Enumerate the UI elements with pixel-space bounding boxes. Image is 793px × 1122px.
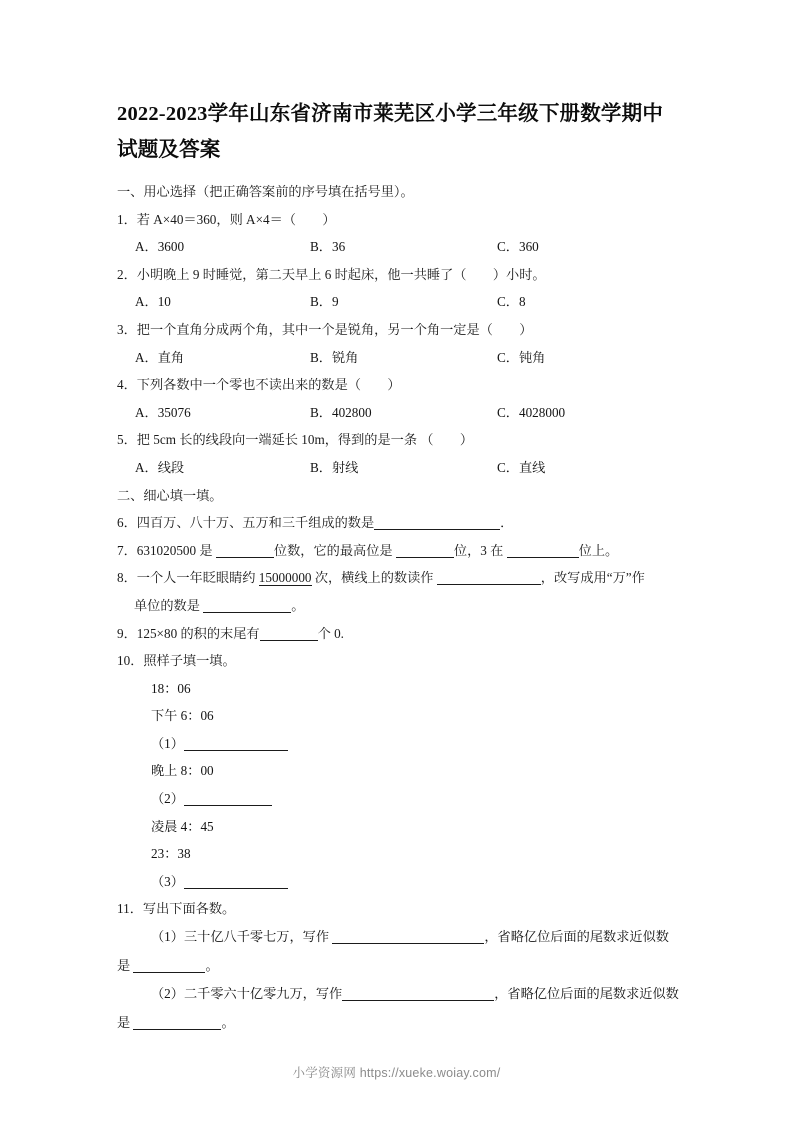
question-11-part-2-line-1 xyxy=(117,980,679,1009)
question-1-option-c[interactable]: C．360 xyxy=(497,239,539,255)
question-7-text-d: 位上。 xyxy=(578,542,619,558)
question-9-text-a: 9．125×80 的积的末尾有 xyxy=(117,625,260,641)
question-1-option-b[interactable]: B．36 xyxy=(310,239,346,255)
question-11-part-1-text-c: 是 xyxy=(117,957,134,973)
question-11-part-2-line-2 xyxy=(117,1009,679,1038)
question-11-part-2-answer-blank-1[interactable] xyxy=(342,987,494,1001)
question-11-part-2-answer-blank-2[interactable] xyxy=(133,1016,221,1030)
question-9-answer-blank[interactable] xyxy=(260,627,318,641)
question-8-text-a: 8．一个人一年眨眼睛约 xyxy=(117,570,259,586)
question-7-text-c: 位，3 在 xyxy=(453,542,507,558)
section-heading-1: 一、用心选择（把正确答案前的序号填在括号里）。 xyxy=(117,184,414,199)
question-10-item-1-label: （1） xyxy=(151,735,184,751)
question-8-text-b: 次，横线上的数读作 xyxy=(311,570,437,586)
question-3-option-b[interactable]: B．锐角 xyxy=(310,349,359,365)
question-1-option-a[interactable]: A．3600 xyxy=(135,239,185,255)
question-11-part-1-line-2 xyxy=(117,952,679,981)
question-1-stem: 1．若 A×40＝360，则 A×4＝（ ） xyxy=(117,211,336,227)
question-7-answer-blank-2[interactable] xyxy=(396,544,454,558)
question-2-option-c[interactable]: C．8 xyxy=(497,294,526,310)
question-2-stem: 2．小明晚上 9 时睡觉，第二天早上 6 时起床，他一共睡了（ ）小时。 xyxy=(117,266,546,282)
question-10-item-2 xyxy=(117,785,679,813)
question-5-options xyxy=(117,454,679,482)
question-4-option-c[interactable]: C．4028000 xyxy=(497,404,566,420)
question-1-options xyxy=(117,233,679,261)
question-8-text-e: 。 xyxy=(291,597,305,613)
question-4-stem: 4．下列各数中一个零也不读出来的数是（ ） xyxy=(117,377,401,393)
question-7-text-b: 位数，它的最高位是 xyxy=(273,542,396,558)
question-10-answer-blank-3[interactable] xyxy=(184,875,288,889)
question-9-text-b: 个 0. xyxy=(317,625,344,641)
question-5-option-a[interactable]: A．线段 xyxy=(135,459,185,475)
question-2-option-b[interactable]: B．9 xyxy=(310,294,339,310)
question-11-part-1-text-b: ，省略亿位后面的尾数求近似数 xyxy=(484,929,669,945)
question-10-answer-blank-2[interactable] xyxy=(184,792,272,806)
section-heading-2: 二、细心填一填。 xyxy=(117,487,223,503)
question-8-answer-blank-2[interactable] xyxy=(203,599,291,613)
question-5-option-b[interactable]: B．射线 xyxy=(310,459,359,475)
question-10-item-3-label: （3） xyxy=(151,873,184,889)
question-11-part-1-answer-blank-1[interactable] xyxy=(332,930,484,944)
question-11-part-2-text-c: 是 xyxy=(117,1014,134,1030)
question-7-text-a: 7．631020500 是 xyxy=(117,542,216,558)
question-10-sample-time-24h: 18：06 xyxy=(151,680,191,696)
question-6-text-pre: 6．四百万、八十万、五万和三千组成的数是 xyxy=(117,515,375,531)
question-11-part-2-text-b: ，省略亿位后面的尾数求近似数 xyxy=(494,986,679,1002)
question-3-option-a[interactable]: A．直角 xyxy=(135,349,185,365)
question-10-stem: 10．照样子填一填。 xyxy=(117,653,236,669)
question-8-text-d: 单位的数是 xyxy=(134,597,204,613)
question-8-underlined-number: 15000000 xyxy=(258,570,312,586)
question-11-part-1-text-d: 。 xyxy=(205,957,219,973)
question-2-options xyxy=(117,288,679,316)
question-7-answer-blank-3[interactable] xyxy=(507,544,579,558)
question-11-part-2-text-d: 。 xyxy=(221,1014,235,1030)
question-6-text-post: ． xyxy=(500,515,514,531)
page-title: 2022-2023学年山东省济南市莱芜区小学三年级下册数学期中试题及答案 xyxy=(117,103,664,161)
question-3-option-c[interactable]: C．钝角 xyxy=(497,349,546,365)
question-11-part-1-line-1 xyxy=(117,923,679,952)
question-10-answer-blank-1[interactable] xyxy=(184,737,288,751)
question-5-option-c[interactable]: C．直线 xyxy=(497,459,546,475)
question-8-line-2 xyxy=(117,592,679,620)
question-10-item-3 xyxy=(117,868,679,896)
question-8-answer-blank-1[interactable] xyxy=(437,571,541,585)
question-7-answer-blank-1[interactable] xyxy=(216,544,274,558)
page-footer-watermark: 小学资源网 https://xueke.woiay.com/ xyxy=(292,1066,501,1080)
question-4-option-a[interactable]: A．35076 xyxy=(135,404,191,420)
question-4-options xyxy=(117,399,679,427)
question-11-part-1-text-a: （1）三十亿八千零七万，写作 xyxy=(151,929,333,945)
question-10-item-1 xyxy=(117,730,679,758)
question-11-part-1-answer-blank-2[interactable] xyxy=(133,959,205,973)
question-11-stem: 11．写出下面各数。 xyxy=(117,901,236,917)
question-10-given-time-2: 晚上 8：00 xyxy=(151,763,214,779)
question-7 xyxy=(117,537,679,565)
question-3-stem: 3．把一个直角分成两个角，其中一个是锐角，另一个角一定是（ ） xyxy=(117,321,533,337)
question-10-given-time-4: 23：38 xyxy=(151,846,191,862)
question-10-item-2-label: （2） xyxy=(151,791,184,807)
question-4-option-b[interactable]: B．402800 xyxy=(310,404,372,420)
question-9 xyxy=(117,620,679,648)
question-8-text-c: ，改写成用“万”作 xyxy=(540,570,645,586)
question-3-options xyxy=(117,344,679,372)
question-6-answer-blank[interactable] xyxy=(374,516,500,530)
question-10-sample-time-12h: 下午 6：06 xyxy=(151,708,214,724)
question-6 xyxy=(117,509,679,537)
question-2-option-a[interactable]: A．10 xyxy=(135,294,171,310)
question-11-part-2-text-a: （2）二千零六十亿零九万，写作 xyxy=(151,986,343,1002)
question-10-given-time-3: 凌晨 4：45 xyxy=(151,818,214,834)
question-5-stem: 5．把 5cm 长的线段向一端延长 10m，得到的是一条 （ ） xyxy=(117,432,474,448)
document-body xyxy=(117,178,679,1037)
question-8-line-1 xyxy=(117,564,679,592)
